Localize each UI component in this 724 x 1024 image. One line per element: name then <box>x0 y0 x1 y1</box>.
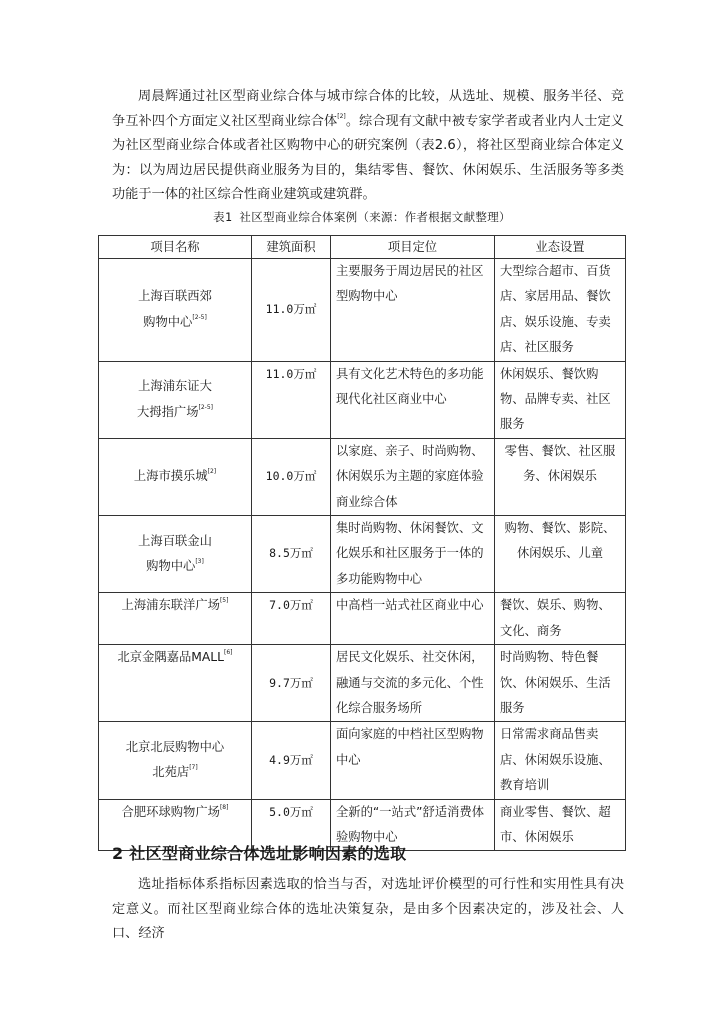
cell-area: 11.0万㎡ <box>252 361 331 438</box>
cell-format: 餐饮、娱乐、购物、文化、商务 <box>495 593 626 645</box>
cell-format: 购物、餐饮、影院、休闲娱乐、儿童 <box>495 516 626 593</box>
header-name: 项目名称 <box>99 236 252 259</box>
cell-area: 4.9万㎡ <box>252 722 331 799</box>
table-row <box>99 438 626 515</box>
header-format: 业态设置 <box>495 236 626 259</box>
body-paragraph: 选址指标体系指标因素选取的恰当与否，对选址评价模型的可行性和实用性具有决定意义。而社区型商业综合体的选址决策复杂，是由多个因素决定的，涉及社会、人口、经济 <box>112 877 624 941</box>
cell-position: 主要服务于周边居民的社区型购物中心 <box>331 259 495 362</box>
table-caption: 表1 社区型商业综合体案例（来源：作者根据文献整理） <box>213 210 511 224</box>
table-row <box>99 722 626 799</box>
cell-area: 9.7万㎡ <box>252 645 331 722</box>
cell-format: 时尚购物、特色餐饮、休闲娱乐、生活服务 <box>495 645 626 722</box>
intro-paragraph <box>112 85 624 208</box>
table-row <box>99 593 626 645</box>
cell-area: 11.0万㎡ <box>252 259 331 362</box>
header-position: 项目定位 <box>331 236 495 259</box>
cell-format: 日常需求商品售卖店、休闲娱乐设施、教育培训 <box>495 722 626 799</box>
table-row <box>99 259 626 362</box>
cell-position: 全新的“一站式”舒适消费体验购物中心 <box>331 799 495 851</box>
citation-ref: [2] <box>337 112 346 120</box>
intro-text-b: 。综合现有文献中被专家学者或者业内人士定义为社区型商业综合体或者社区购物中心的研究案例（表2.6），将社区型商业综合体定义为：以为周边居民提供商业服务为目的，集结零售、餐饮、休闲娱乐、生活服务等多类功能于一体的社区综合性商业建筑或建筑群。 <box>112 113 624 202</box>
cell-area: 7.0万㎡ <box>252 593 331 645</box>
intro-text-a: 周晨辉通过社区型商业综合体与城市综合体的比较，从选址、规模、服务半径、竞争互补四个方面定义社区型商业综合体 <box>112 89 624 129</box>
case-table <box>98 235 626 851</box>
cell-name: 上海市摸乐城[2] <box>99 438 252 515</box>
cell-position: 具有文化艺术特色的多功能现代化社区商业中心 <box>331 361 495 438</box>
cell-name: 北京金隅嘉品MALL[6] <box>99 645 252 722</box>
cell-name: 合肥环球购物广场[8] <box>99 799 252 851</box>
cell-area: 8.5万㎡ <box>252 516 331 593</box>
cell-name: 上海百联金山 购物中心[3] <box>99 516 252 593</box>
cell-area: 10.0万㎡ <box>252 438 331 515</box>
cell-format: 休闲娱乐、餐饮购物、品牌专卖、社区服务 <box>495 361 626 438</box>
cell-format: 大型综合超市、百货店、家居用品、餐饮店、娱乐设施、专卖店、社区服务 <box>495 259 626 362</box>
cell-name: 北京北辰购物中心 北苑店[7] <box>99 722 252 799</box>
cell-position: 居民文化娱乐、社交休闲，融通与交流的多元化、个性化综合服务场所 <box>331 645 495 722</box>
table-row <box>99 516 626 593</box>
cell-name: 上海浦东证大 大拇指广场[2-5] <box>99 361 252 438</box>
header-area: 建筑面积 <box>252 236 331 259</box>
cell-position: 以家庭、亲子、时尚购物、休闲娱乐为主题的家庭体验商业综合体 <box>331 438 495 515</box>
section-heading: 2 社区型商业综合体选址影响因素的选取 <box>112 844 407 863</box>
cell-position: 集时尚购物、休闲餐饮、文化娱乐和社区服务于一体的多功能购物中心 <box>331 516 495 593</box>
table-row <box>99 645 626 722</box>
cell-format: 商业零售、餐饮、超市、休闲娱乐 <box>495 799 626 851</box>
table-header-row <box>99 236 626 259</box>
cell-name: 上海浦东联洋广场[5] <box>99 593 252 645</box>
cell-area: 5.0万㎡ <box>252 799 331 851</box>
cell-position: 中高档一站式社区商业中心 <box>331 593 495 645</box>
cell-position: 面向家庭的中档社区型购物中心 <box>331 722 495 799</box>
table-row <box>99 361 626 438</box>
cell-format: 零售、餐饮、社区服务、休闲娱乐 <box>495 438 626 515</box>
cell-name: 上海百联西郊 购物中心[2-5] <box>99 259 252 362</box>
